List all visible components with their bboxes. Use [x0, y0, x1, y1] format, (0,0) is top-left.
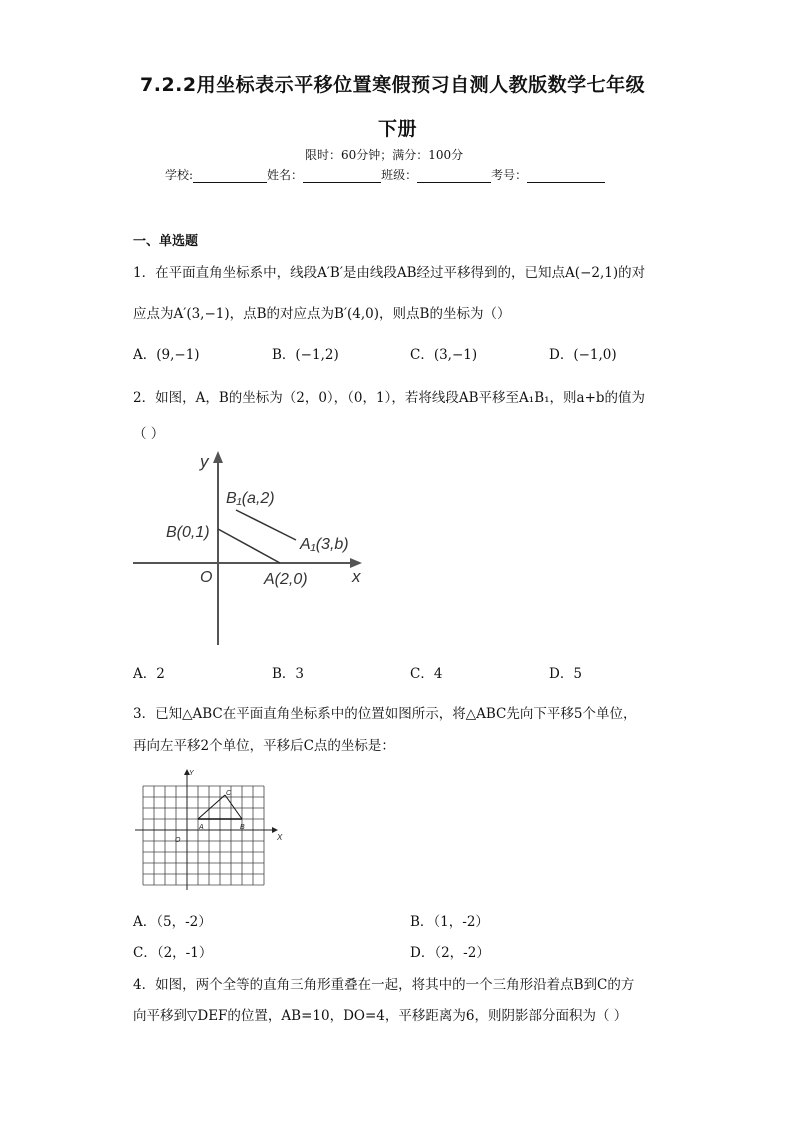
class-blank[interactable] [417, 169, 491, 183]
q3-line-2: 再向左平移2个单位，平移后C点的坐标是： [133, 738, 395, 754]
q2-figure [130, 445, 375, 650]
q1-option-a[interactable]: A．(9,−1) [133, 347, 200, 363]
q1-line-2: 应点为A′(3,−1)，点B的对应点为B′(4,0)，则点B的坐标为（） [133, 306, 511, 322]
origin-label: O [175, 837, 181, 844]
time-limit: 限时：60分钟；满分：100分 [305, 148, 464, 162]
grid-lines [143, 786, 264, 885]
segment-ab [218, 529, 280, 563]
q1-option-d[interactable]: D．(−1,0) [549, 347, 617, 363]
student-info-row [165, 166, 605, 183]
point-b1-label: B₁(a,2) [226, 490, 275, 507]
side-ac [198, 795, 225, 819]
q4-line-2: 向平移到▽DEF的位置，AB=10，DO=4，平移距离为6，则阴影部分面积为（ ） [133, 1008, 628, 1024]
q1-line-1: 1．在平面直角坐标系中，线段A′B′是由线段AB经过平移得到的，已知点A(−2,1)的对 [133, 265, 646, 281]
y-axis-arrow [213, 451, 223, 463]
name-label: 姓名： [267, 168, 304, 182]
q2-option-a[interactable]: A．2 [133, 666, 165, 682]
point-a-label: A(2,0) [264, 571, 308, 588]
q1-option-b[interactable]: B．(−1,2) [272, 347, 339, 363]
section-heading: 一、单选题 [133, 234, 199, 249]
number-blank[interactable] [527, 169, 605, 183]
y-axis-label: y [200, 452, 209, 471]
q3-option-c[interactable]: C．（2，-1） [133, 945, 213, 961]
point-a1-label: A₁(3,b) [300, 536, 349, 553]
q2-line-2: （ ） [133, 426, 165, 442]
school-blank[interactable] [193, 169, 267, 183]
title-line-2: 下册 [378, 118, 418, 140]
origin-label: O [200, 569, 213, 586]
point-b-label: B [240, 824, 245, 831]
q4-line-1: 4．如图，两个全等的直角三角形重叠在一起，将其中的一个三角形沿着点B到C的方 [133, 977, 635, 993]
point-a-label: A [199, 824, 204, 831]
point-c-label: C [226, 790, 232, 797]
q3-grid-figure [135, 766, 290, 890]
point-b-label: B(0,1) [166, 524, 210, 541]
class-label: 班级： [381, 168, 418, 182]
q2-option-d[interactable]: D．5 [549, 666, 582, 682]
number-label: 考号： [491, 168, 528, 182]
x-axis-label: X [277, 833, 283, 842]
q3-line-1: 3．已知△ABC在平面直角坐标系中的位置如图所示，将△ABC先向下平移5个单位， [133, 706, 637, 722]
y-axis-label: Y [189, 770, 194, 777]
q3-option-a[interactable]: A．（5，-2） [133, 914, 212, 930]
q3-option-b[interactable]: B．（1，-2） [410, 914, 489, 930]
school-label: 学校: [165, 168, 194, 182]
title-line-1: 7.2.2用坐标表示平移位置寒假预习自测人教版数学七年级 [140, 74, 646, 96]
x-axis-label: x [352, 567, 361, 586]
q2-option-b[interactable]: B．3 [272, 666, 305, 682]
q3-option-d[interactable]: D．（2，-2） [410, 945, 490, 961]
q2-option-c[interactable]: C．4 [410, 666, 443, 682]
q1-option-c[interactable]: C．(3,−1) [410, 347, 478, 363]
name-blank[interactable] [303, 169, 381, 183]
q2-line-1: 2．如图，A，B的坐标为（2，0），（0，1），若将线段AB平移至A₁B₁，则a+b的值为 [133, 390, 646, 406]
side-bc [225, 795, 242, 819]
segment-a1b1 [236, 510, 296, 540]
